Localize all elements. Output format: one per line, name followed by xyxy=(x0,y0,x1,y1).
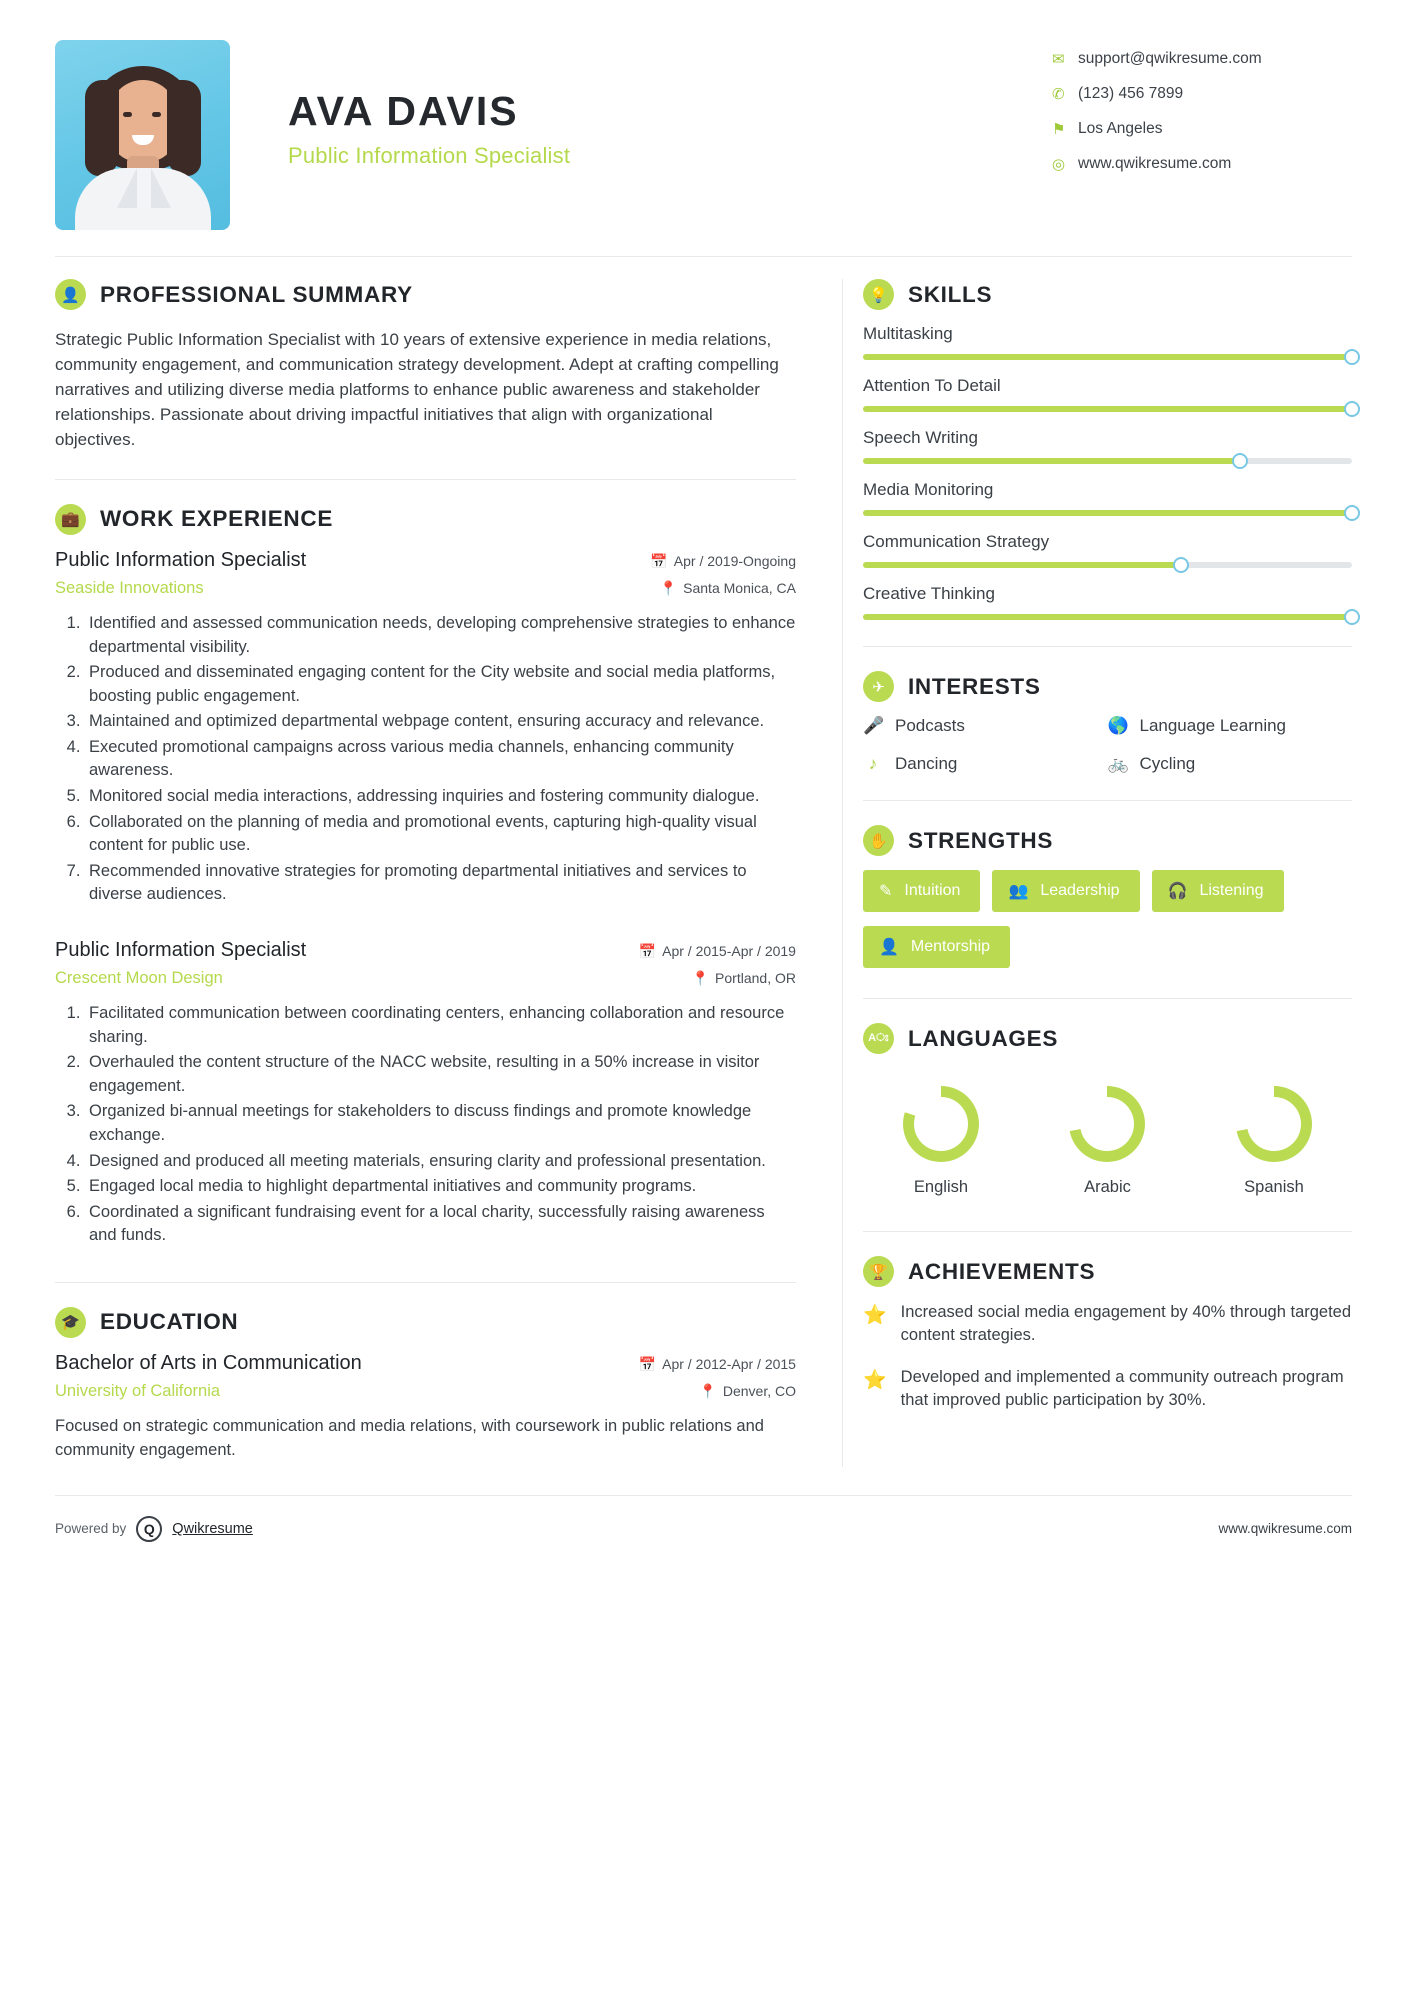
education-entry xyxy=(55,1352,796,1463)
profile-photo xyxy=(55,40,230,230)
divider xyxy=(863,646,1352,647)
education-date: 📅 Apr / 2012-Apr / 2015 xyxy=(638,1355,796,1372)
star-badge-icon: ⭐ xyxy=(862,1305,887,1326)
strength-chip xyxy=(863,926,1010,968)
section-header-strengths xyxy=(863,825,1352,856)
language-item xyxy=(1047,1086,1167,1197)
language-gauge xyxy=(1069,1086,1145,1162)
users-icon: 👥 xyxy=(1008,883,1029,900)
star-badge-icon: ⭐ xyxy=(862,1369,887,1391)
section-header-summary xyxy=(55,279,796,310)
achievement-item xyxy=(863,1301,1352,1348)
location-pin-icon: 📍 xyxy=(699,1382,717,1399)
skill-item xyxy=(863,532,1352,568)
list-item: 6. Coordinated a significant fundraising event for a local charity, successfully raising awareness and funds. xyxy=(85,1201,796,1248)
section-header-achievements xyxy=(863,1256,1352,1287)
language-name: Arabic xyxy=(1084,1178,1131,1196)
divider xyxy=(55,1282,796,1283)
name-block xyxy=(230,40,1052,169)
list-item: 6. Collaborated on the planning of media and promotional events, capturing high-quality visual content for public use. xyxy=(85,811,796,858)
strength-chip xyxy=(863,870,980,912)
list-item: 5. Engaged local media to highlight departmental initiatives and community programs. xyxy=(85,1175,796,1199)
interest-label: Podcasts xyxy=(894,716,965,735)
contact-phone[interactable] xyxy=(1052,85,1352,103)
work-date: 📅 Apr / 2019-Ongoing xyxy=(650,552,796,569)
interest-label: Cycling xyxy=(1139,754,1196,773)
section-title-strengths: STRENGTHS xyxy=(907,827,1054,853)
divider xyxy=(55,479,796,480)
phone-icon: ✆ xyxy=(1052,86,1065,103)
skill-name: Communication Strategy xyxy=(862,532,1050,551)
summary-text: Strategic Public Information Specialist with 10 years of extensive experience in media relations, community engagement, and communication strategy development. Adept at crafting compelling narratives and utilizing diverse media platforms to enhance public awareness and stakeholder relationships. Passionate about driving impactful initiatives that align with organizational objectives. xyxy=(55,330,779,449)
list-item: 1. Identified and assessed communication needs, developing comprehensive strategies to enhance departmental visibility. xyxy=(85,612,796,659)
globe-icon: ◎ xyxy=(1052,156,1066,173)
footer-website[interactable]: www.qwikresume.com xyxy=(1218,1521,1352,1537)
section-header-languages xyxy=(863,1023,1352,1054)
education-school: University of California xyxy=(55,1381,221,1400)
powered-by-block[interactable] xyxy=(55,1516,253,1542)
work-role: Public Information Specialist xyxy=(55,548,307,571)
qwikresume-link[interactable]: Qwikresume xyxy=(172,1520,253,1537)
education-degree: Bachelor of Arts in Communication xyxy=(55,1351,362,1374)
contact-list xyxy=(1052,40,1352,190)
graduation-cap-icon: 🎓 xyxy=(55,1307,86,1338)
location-pin-icon: 📍 xyxy=(691,970,710,987)
strength-chip xyxy=(1152,870,1284,912)
list-item: 3. Organized bi-annual meetings for stakeholders to discuss findings and promote knowledge exchange. xyxy=(85,1100,796,1147)
interests-list xyxy=(863,716,1352,792)
education-description: Focused on strategic communication and media relations, with coursework in public relations and community engagement. xyxy=(55,1416,764,1459)
microphone-icon: 🎤 xyxy=(862,716,885,735)
skill-name: Speech Writing xyxy=(862,428,978,447)
interest-item xyxy=(863,754,1108,774)
list-item: 4. Designed and produced all meeting materials, ensuring clarity and professional presentation. xyxy=(85,1150,796,1174)
list-item: 5. Monitored social media interactions, addressing inquiries and fostering community dialogue. xyxy=(85,785,796,809)
work-entry xyxy=(55,939,796,1248)
contact-location-value: Los Angeles xyxy=(1078,120,1163,137)
skill-bar xyxy=(863,510,1352,516)
education-location: 📍 Denver, CO xyxy=(699,1382,796,1399)
skill-item xyxy=(863,480,1352,516)
achievements-list xyxy=(863,1301,1352,1413)
interest-item xyxy=(1107,716,1352,736)
list-item: 2. Overhauled the content structure of the NACC website, resulting in a 50% increase in visitor engagement. xyxy=(85,1051,796,1098)
language-name: Spanish xyxy=(1244,1178,1304,1196)
globe-icon: 🌎 xyxy=(1107,716,1129,735)
achievement-text: Increased social media engagement by 40% through targeted content strategies. xyxy=(900,1303,1352,1345)
achievement-item xyxy=(863,1366,1352,1413)
send-icon: ✈ xyxy=(863,671,894,702)
work-bullets xyxy=(55,612,796,907)
left-column xyxy=(55,279,842,1467)
section-title-interests: INTERESTS xyxy=(907,673,1041,699)
divider xyxy=(863,1231,1352,1232)
interest-item xyxy=(863,716,1108,736)
language-item xyxy=(881,1086,1001,1197)
contact-email-value: support@qwikresume.com xyxy=(1078,50,1262,67)
trophy-icon: 🏆 xyxy=(863,1256,894,1287)
interest-label: Dancing xyxy=(894,754,958,773)
list-item: 4. Executed promotional campaigns across various media channels, enhancing community awareness. xyxy=(85,736,796,783)
skill-name: Multitasking xyxy=(862,324,953,343)
work-location: 📍 Portland, OR xyxy=(691,970,796,987)
envelope-icon: ✉ xyxy=(1052,51,1065,68)
skill-name: Creative Thinking xyxy=(862,584,995,603)
work-location: 📍 Santa Monica, CA xyxy=(659,579,796,596)
person-circle-icon: 👤 xyxy=(55,279,86,310)
list-item: 3. Maintained and optimized departmental webpage content, ensuring accuracy and relevance. xyxy=(85,710,796,734)
skill-item xyxy=(863,376,1352,412)
language-gauge xyxy=(1236,1086,1312,1162)
strengths-list xyxy=(863,870,1352,968)
list-item: 2. Produced and disseminated engaging content for the City website and social media platforms, boosting public engagement. xyxy=(85,661,796,708)
work-date: 📅 Apr / 2015-Apr / 2019 xyxy=(638,943,796,960)
language-gauge xyxy=(903,1086,979,1162)
work-role: Public Information Specialist xyxy=(55,939,307,962)
contact-email[interactable] xyxy=(1052,50,1352,68)
section-title-education: EDUCATION xyxy=(100,1309,239,1335)
strength-label: Intuition xyxy=(904,882,961,899)
calendar-icon: 📅 xyxy=(638,943,657,960)
contact-website-value: www.qwikresume.com xyxy=(1078,155,1232,172)
list-item: 7. Recommended innovative strategies for promoting departmental initiatives and services to diverse audiences. xyxy=(85,860,796,907)
music-note-icon: ♪ xyxy=(868,754,878,773)
section-title-work: WORK EXPERIENCE xyxy=(100,506,334,532)
interest-item xyxy=(1107,754,1352,774)
skill-item xyxy=(863,324,1352,360)
location-pin-icon: ⚑ xyxy=(1052,121,1066,138)
qwikresume-logo-icon: Q xyxy=(136,1516,162,1542)
calendar-icon: 📅 xyxy=(650,552,668,569)
work-company: Seaside Innovations xyxy=(55,578,204,597)
skill-bar xyxy=(863,406,1352,412)
section-title-languages: LANGUAGES xyxy=(907,1025,1059,1051)
language-item xyxy=(1214,1086,1334,1197)
candidate-job-title: Public Information Specialist xyxy=(288,143,571,168)
pencil-icon: ✎ xyxy=(878,883,893,900)
briefcase-icon: 💼 xyxy=(55,504,86,535)
strength-chip xyxy=(992,870,1139,912)
strength-label: Listening xyxy=(1199,882,1264,899)
hand-icon: ✋ xyxy=(863,825,894,856)
divider xyxy=(863,800,1352,801)
skill-name: Attention To Detail xyxy=(862,376,1001,395)
skill-bar xyxy=(863,458,1352,464)
contact-phone-value: (123) 456 7899 xyxy=(1078,85,1184,102)
location-pin-icon: 📍 xyxy=(659,579,678,596)
skill-item xyxy=(863,428,1352,464)
section-header-interests xyxy=(863,671,1352,702)
skill-bar xyxy=(863,354,1352,360)
divider xyxy=(863,998,1352,999)
section-header-education xyxy=(55,1307,796,1338)
translate-icon: Aਃ xyxy=(863,1023,894,1054)
strength-label: Leadership xyxy=(1040,882,1120,899)
resume-footer xyxy=(55,1495,1352,1572)
language-name: English xyxy=(913,1178,969,1196)
contact-location xyxy=(1052,120,1352,138)
skill-item xyxy=(863,584,1352,620)
resume-header xyxy=(55,0,1352,230)
user-plus-icon: 👤 xyxy=(878,939,899,956)
work-bullets xyxy=(55,1002,796,1248)
contact-website[interactable] xyxy=(1052,155,1352,173)
section-title-summary: PROFESSIONAL SUMMARY xyxy=(100,281,413,307)
skill-bar xyxy=(863,562,1352,568)
section-title-skills: SKILLS xyxy=(907,281,993,307)
interest-label: Language Learning xyxy=(1139,716,1287,735)
section-header-skills xyxy=(863,279,1352,310)
calendar-icon: 📅 xyxy=(638,1355,657,1372)
headphones-icon: 🎧 xyxy=(1167,883,1188,900)
achievement-text: Developed and implemented a community outreach program that improved public participation by 30%. xyxy=(900,1367,1344,1410)
bicycle-icon: 🚲 xyxy=(1107,754,1129,773)
strength-label: Mentorship xyxy=(910,938,991,955)
section-title-achievements: ACHIEVEMENTS xyxy=(907,1258,1096,1284)
candidate-name: AVA DAVIS xyxy=(288,88,519,134)
work-company: Crescent Moon Design xyxy=(55,969,223,988)
list-item: 1. Facilitated communication between coordinating centers, enhancing collaboration and resource sharing. xyxy=(85,1002,796,1049)
lightbulb-icon: 💡 xyxy=(863,279,894,310)
skill-name: Media Monitoring xyxy=(862,480,994,499)
right-column xyxy=(842,279,1352,1467)
languages-list xyxy=(863,1068,1352,1197)
powered-by-label: Powered by xyxy=(55,1521,127,1537)
work-entry xyxy=(55,549,796,907)
section-header-work xyxy=(55,504,796,535)
skill-bar xyxy=(863,614,1352,620)
